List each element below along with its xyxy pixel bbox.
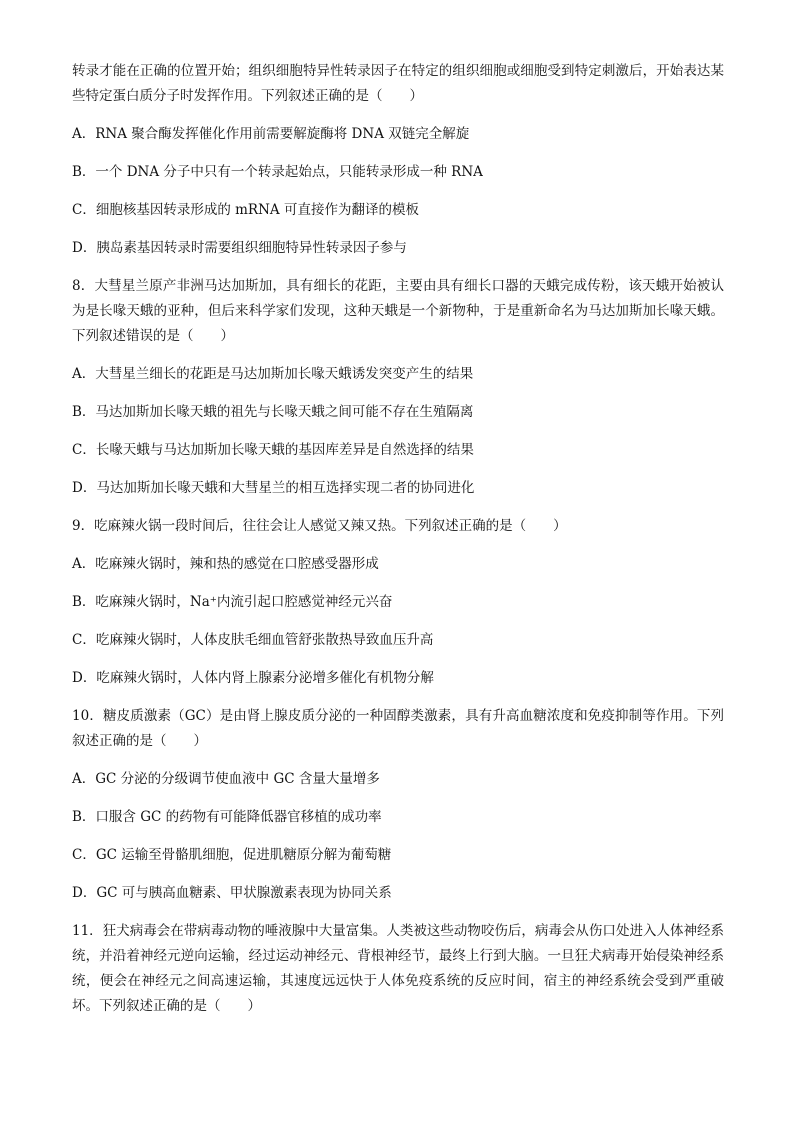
question-10-option-b: B．口服含 GC 的药物有可能降低器官移植的成功率 [72, 809, 382, 825]
question-7-option-d: D．胰岛素基因转录时需要组织细胞特异性转录因子参与 [72, 240, 407, 256]
question-9 [72, 514, 724, 691]
question-7 [72, 59, 724, 261]
question-8-option-d: D．马达加斯加长喙天蛾和大彗星兰的相互选择实现二者的协同进化 [72, 480, 475, 496]
question-9-stem: 9．吃麻辣火锅一段时间后，往往会让人感觉又辣又热。下列叙述正确的是（ ） [72, 518, 567, 534]
question-8 [72, 274, 724, 501]
question-11-stem: 11．狂犬病毒会在带病毒动物的唾液腺中大量富集。人类被这些动物咬伤后，病毒会从伤口处进入人体神经系统，并沿着神经元逆向运输，经过运动神经元、背根神经节，最终上行到大脑。一旦狂犬病毒开始侵染神经系统，便会在神经元之间高速运输，其速度远远快于人体免疫系统的反应时间，宿主的神经系统会受到严重破坏。下列叙述正确的是（ ） [72, 923, 724, 1014]
question-7-option-c: C．细胞核基因转录形成的 mRNA 可直接作为翻译的模板 [72, 202, 419, 218]
question-8-option-c: C．长喙天蛾与马达加斯加长喙天蛾的基因库差异是自然选择的结果 [72, 442, 474, 458]
question-11 [72, 919, 724, 1019]
question-10-option-c: C．GC 运输至骨骼肌细胞，促进肌糖原分解为葡萄糖 [72, 847, 392, 863]
question-7-stem: 转录才能在正确的位置开始；组织细胞特异性转录因子在特定的组织细胞或细胞受到特定刺激后，开始表达某些特定蛋白质分子时发挥作用。下列叙述正确的是（ ） [72, 63, 724, 104]
question-9-option-b: B．吃麻辣火锅时，Na⁺内流引起口腔感觉神经元兴奋 [72, 594, 393, 610]
question-9-option-c: C．吃麻辣火锅时，人体皮肤毛细血管舒张散热导致血压升高 [72, 632, 434, 648]
question-7-option-b: B．一个 DNA 分子中只有一个转录起始点，只能转录形成一种 RNA [72, 164, 483, 180]
question-8-stem: 8．大彗星兰原产非洲马达加斯加，具有细长的花距，主要由具有细长口器的天蛾完成传粉，该天蛾开始被认为是长喙天蛾的亚种，但后来科学家们发现，这种天蛾是一个新物种，于是重新命名为马达加斯加长喙天蛾。下列叙述错误的是（ ） [72, 278, 724, 344]
question-10-option-a: A．GC 分泌的分级调节使血液中 GC 含量大量增多 [72, 771, 380, 787]
question-10 [72, 704, 724, 906]
question-8-option-b: B．马达加斯加长喙天蛾的祖先与长喙天蛾之间可能不存在生殖隔离 [72, 404, 474, 420]
question-7-option-a: A．RNA 聚合酶发挥催化作用前需要解旋酶将 DNA 双链完全解旋 [72, 126, 470, 142]
question-8-option-a: A．大彗星兰细长的花距是马达加斯加长喙天蛾诱发突变产生的结果 [72, 366, 474, 382]
question-10-stem: 10．糖皮质激素（GC）是由肾上腺皮质分泌的一种固醇类激素，具有升高血糖浓度和免疫抑制等作用。下列叙述正确的是（ ） [72, 708, 724, 749]
exam-page [72, 59, 724, 1032]
question-9-option-d: D．吃麻辣火锅时，人体内肾上腺素分泌增多催化有机物分解 [72, 670, 434, 686]
question-10-option-d: D．GC 可与胰高血糖素、甲状腺激素表现为协同关系 [72, 885, 392, 901]
question-9-option-a: A．吃麻辣火锅时，辣和热的感觉在口腔感受器形成 [72, 556, 379, 572]
